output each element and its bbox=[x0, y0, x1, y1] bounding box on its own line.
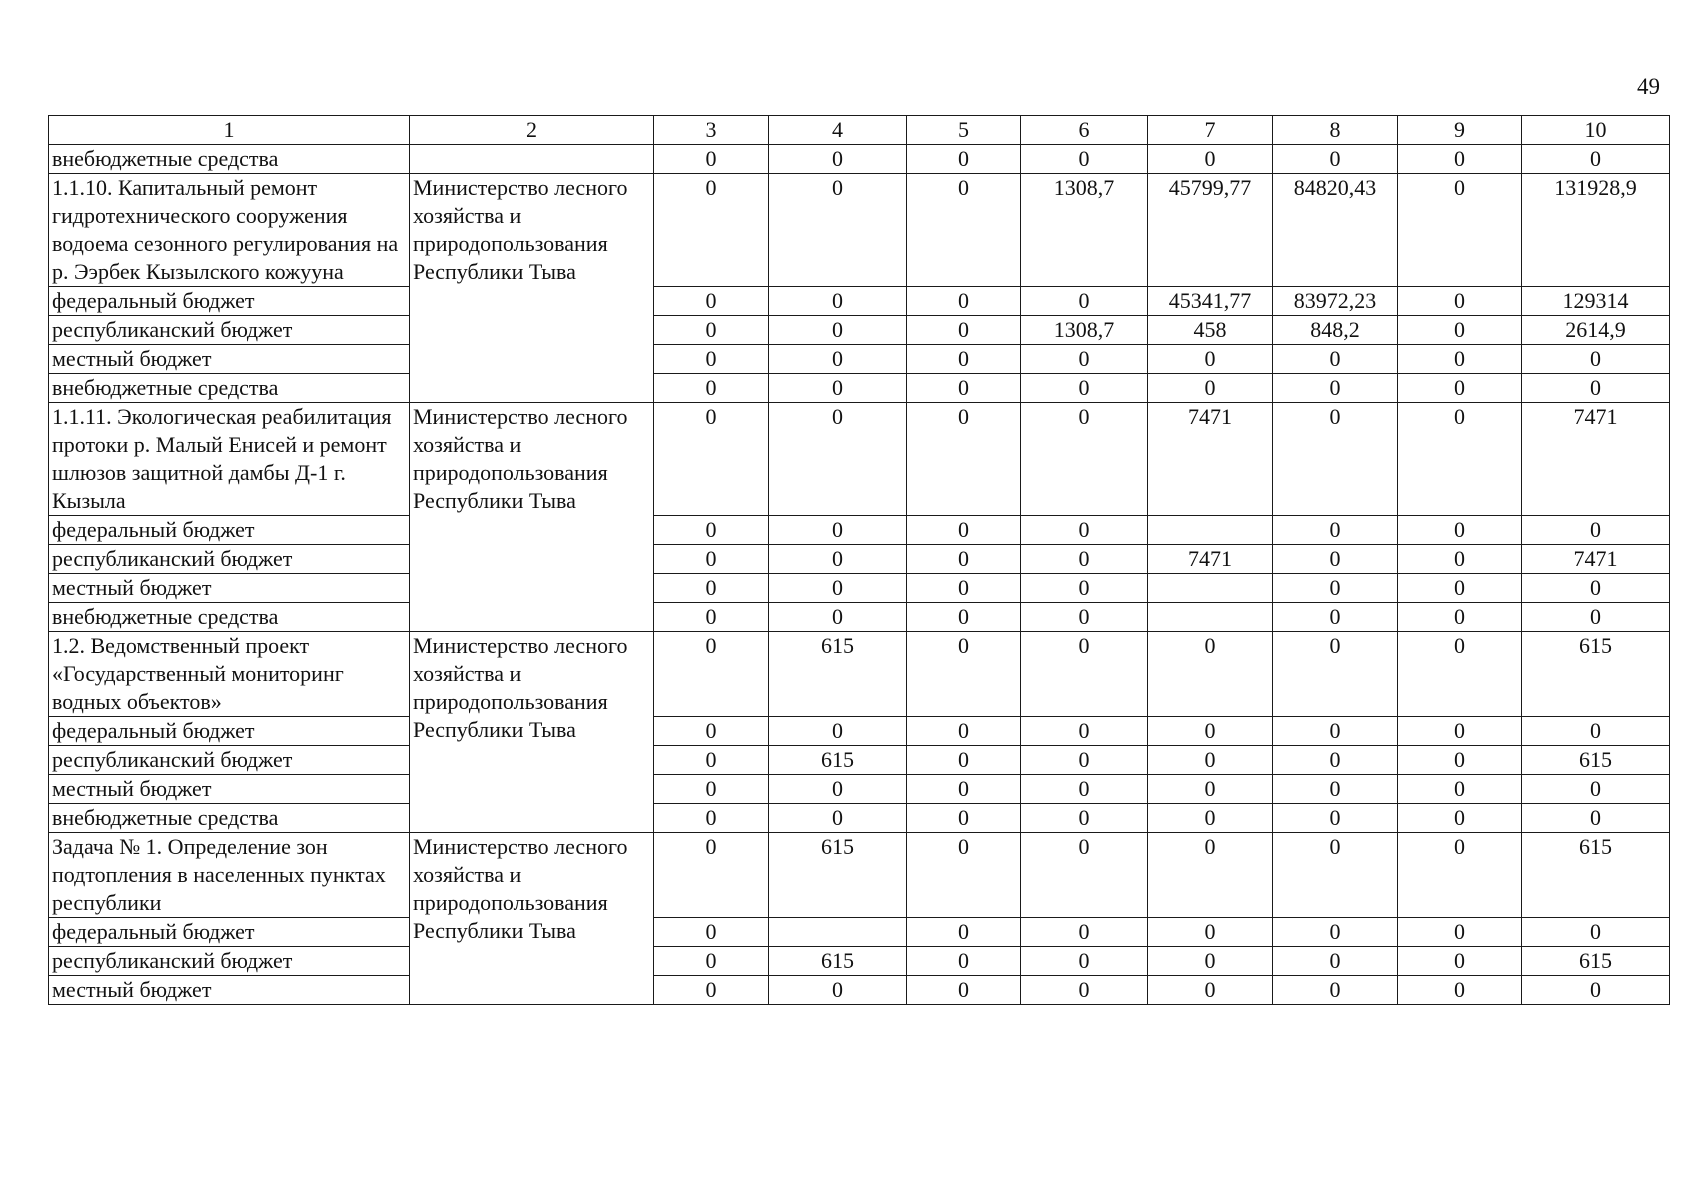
value-cell: 0 bbox=[1021, 804, 1148, 833]
value-cell bbox=[1148, 574, 1273, 603]
value-cell: 0 bbox=[654, 746, 769, 775]
value-cell: 0 bbox=[1398, 574, 1522, 603]
value-cell: 0 bbox=[769, 145, 907, 174]
value-cell: 0 bbox=[907, 976, 1021, 1005]
value-cell: 0 bbox=[654, 833, 769, 918]
row-description: внебюджетные средства bbox=[49, 603, 410, 632]
value-cell: 0 bbox=[1398, 746, 1522, 775]
value-cell: 0 bbox=[1398, 516, 1522, 545]
value-cell: 0 bbox=[1522, 804, 1670, 833]
header-cell: 2 bbox=[410, 116, 654, 145]
value-cell: 7471 bbox=[1148, 545, 1273, 574]
value-cell: 0 bbox=[1273, 545, 1398, 574]
table-row bbox=[49, 374, 1670, 403]
value-cell: 0 bbox=[769, 804, 907, 833]
value-cell: 0 bbox=[769, 316, 907, 345]
value-cell: 0 bbox=[1273, 516, 1398, 545]
table-row bbox=[49, 833, 1670, 918]
value-cell: 0 bbox=[1273, 374, 1398, 403]
value-cell: 45799,77 bbox=[1148, 174, 1273, 287]
value-cell bbox=[769, 918, 907, 947]
table-row bbox=[49, 717, 1670, 746]
value-cell: 0 bbox=[1398, 287, 1522, 316]
responsible-cell: Министерство лесного хозяйства и природопользования Республики Тыва bbox=[410, 403, 654, 632]
value-cell: 0 bbox=[1398, 775, 1522, 804]
value-cell: 7471 bbox=[1522, 545, 1670, 574]
header-cell: 3 bbox=[654, 116, 769, 145]
value-cell: 0 bbox=[654, 516, 769, 545]
value-cell: 0 bbox=[1148, 632, 1273, 717]
table-row bbox=[49, 516, 1670, 545]
table-row bbox=[49, 775, 1670, 804]
value-cell: 0 bbox=[769, 775, 907, 804]
value-cell: 0 bbox=[654, 174, 769, 287]
table-row bbox=[49, 287, 1670, 316]
row-description: федеральный бюджет bbox=[49, 287, 410, 316]
header-cell: 8 bbox=[1273, 116, 1398, 145]
value-cell: 0 bbox=[1398, 833, 1522, 918]
row-description: внебюджетные средства bbox=[49, 804, 410, 833]
value-cell: 0 bbox=[1522, 603, 1670, 632]
value-cell: 129314 bbox=[1522, 287, 1670, 316]
value-cell: 0 bbox=[1273, 403, 1398, 516]
value-cell: 0 bbox=[1522, 775, 1670, 804]
value-cell: 0 bbox=[654, 403, 769, 516]
header-cell: 9 bbox=[1398, 116, 1522, 145]
value-cell: 0 bbox=[1148, 918, 1273, 947]
value-cell: 0 bbox=[907, 516, 1021, 545]
row-description: внебюджетные средства bbox=[49, 374, 410, 403]
value-cell: 1308,7 bbox=[1021, 316, 1148, 345]
value-cell: 0 bbox=[1021, 746, 1148, 775]
value-cell: 0 bbox=[907, 316, 1021, 345]
row-description: 1.1.10. Капитальный ремонт гидротехнического сооружения водоема сезонного регулирования на р. Ээрбек Кызылского кожууна bbox=[49, 174, 410, 287]
value-cell: 0 bbox=[907, 804, 1021, 833]
value-cell: 0 bbox=[1398, 374, 1522, 403]
value-cell: 0 bbox=[1398, 632, 1522, 717]
responsible-cell: Министерство лесного хозяйства и природопользования Республики Тыва bbox=[410, 174, 654, 403]
row-description: внебюджетные средства bbox=[49, 145, 410, 174]
responsible-cell: Министерство лесного хозяйства и природопользования Республики Тыва bbox=[410, 833, 654, 1005]
header-row bbox=[49, 116, 1670, 145]
value-cell: 0 bbox=[1021, 976, 1148, 1005]
value-cell: 7471 bbox=[1148, 403, 1273, 516]
value-cell: 0 bbox=[1021, 374, 1148, 403]
value-cell: 0 bbox=[769, 287, 907, 316]
table-row bbox=[49, 174, 1670, 287]
value-cell: 131928,9 bbox=[1522, 174, 1670, 287]
value-cell: 615 bbox=[769, 746, 907, 775]
header-cell: 5 bbox=[907, 116, 1021, 145]
header-cell: 4 bbox=[769, 116, 907, 145]
value-cell: 0 bbox=[1273, 804, 1398, 833]
value-cell: 0 bbox=[1021, 574, 1148, 603]
page-number: 49 bbox=[1637, 74, 1660, 99]
value-cell: 0 bbox=[1021, 345, 1148, 374]
value-cell: 0 bbox=[654, 632, 769, 717]
value-cell: 7471 bbox=[1522, 403, 1670, 516]
value-cell: 0 bbox=[907, 918, 1021, 947]
value-cell: 0 bbox=[907, 717, 1021, 746]
value-cell: 0 bbox=[1273, 603, 1398, 632]
row-description: федеральный бюджет bbox=[49, 516, 410, 545]
value-cell: 0 bbox=[654, 918, 769, 947]
row-description: 1.2. Ведомственный проект «Государственный мониторинг водных объектов» bbox=[49, 632, 410, 717]
value-cell: 615 bbox=[769, 632, 907, 717]
value-cell: 0 bbox=[1273, 976, 1398, 1005]
value-cell: 0 bbox=[769, 516, 907, 545]
value-cell: 0 bbox=[769, 603, 907, 632]
value-cell: 0 bbox=[907, 574, 1021, 603]
value-cell: 0 bbox=[769, 574, 907, 603]
row-description: Задача № 1. Определение зон подтопления в населенных пунктах республики bbox=[49, 833, 410, 918]
value-cell: 0 bbox=[654, 345, 769, 374]
table-row bbox=[49, 545, 1670, 574]
value-cell: 0 bbox=[769, 545, 907, 574]
responsible-cell bbox=[410, 145, 654, 174]
value-cell: 0 bbox=[1522, 145, 1670, 174]
value-cell: 0 bbox=[769, 976, 907, 1005]
value-cell: 0 bbox=[1522, 345, 1670, 374]
row-description: республиканский бюджет bbox=[49, 947, 410, 976]
value-cell: 0 bbox=[1148, 145, 1273, 174]
value-cell: 0 bbox=[907, 947, 1021, 976]
value-cell: 0 bbox=[907, 287, 1021, 316]
value-cell: 0 bbox=[907, 345, 1021, 374]
value-cell: 0 bbox=[1021, 775, 1148, 804]
value-cell: 0 bbox=[1398, 145, 1522, 174]
value-cell: 0 bbox=[1021, 833, 1148, 918]
value-cell bbox=[1148, 516, 1273, 545]
row-description: местный бюджет bbox=[49, 976, 410, 1005]
row-description: республиканский бюджет bbox=[49, 746, 410, 775]
value-cell: 0 bbox=[1273, 717, 1398, 746]
value-cell: 0 bbox=[1148, 717, 1273, 746]
table-row bbox=[49, 345, 1670, 374]
value-cell: 0 bbox=[1021, 145, 1148, 174]
value-cell: 0 bbox=[1273, 918, 1398, 947]
value-cell: 615 bbox=[769, 833, 907, 918]
table-row bbox=[49, 403, 1670, 516]
value-cell: 848,2 bbox=[1273, 316, 1398, 345]
value-cell: 615 bbox=[769, 947, 907, 976]
value-cell: 0 bbox=[769, 717, 907, 746]
value-cell: 0 bbox=[907, 746, 1021, 775]
value-cell: 0 bbox=[1398, 947, 1522, 976]
row-description: 1.1.11. Экологическая реабилитация протоки р. Малый Енисей и ремонт шлюзов защитной дамбы Д-1 г. Кызыла bbox=[49, 403, 410, 516]
value-cell: 0 bbox=[907, 603, 1021, 632]
value-cell: 0 bbox=[1148, 976, 1273, 1005]
value-cell: 0 bbox=[654, 603, 769, 632]
table-row bbox=[49, 632, 1670, 717]
table-row bbox=[49, 976, 1670, 1005]
value-cell: 0 bbox=[654, 804, 769, 833]
value-cell: 0 bbox=[654, 145, 769, 174]
value-cell: 0 bbox=[654, 316, 769, 345]
value-cell: 0 bbox=[1148, 345, 1273, 374]
value-cell: 0 bbox=[1273, 947, 1398, 976]
value-cell: 0 bbox=[1398, 804, 1522, 833]
table-row bbox=[49, 574, 1670, 603]
value-cell: 0 bbox=[1021, 947, 1148, 976]
value-cell: 0 bbox=[1522, 918, 1670, 947]
value-cell bbox=[1148, 603, 1273, 632]
value-cell: 0 bbox=[1522, 976, 1670, 1005]
value-cell: 0 bbox=[1398, 717, 1522, 746]
value-cell: 0 bbox=[1398, 976, 1522, 1005]
value-cell: 0 bbox=[1021, 632, 1148, 717]
value-cell: 2614,9 bbox=[1522, 316, 1670, 345]
value-cell: 0 bbox=[1398, 345, 1522, 374]
value-cell: 0 bbox=[907, 374, 1021, 403]
row-description: федеральный бюджет bbox=[49, 717, 410, 746]
value-cell: 0 bbox=[1148, 775, 1273, 804]
row-description: местный бюджет bbox=[49, 574, 410, 603]
value-cell: 0 bbox=[1398, 603, 1522, 632]
value-cell: 0 bbox=[1021, 545, 1148, 574]
value-cell: 0 bbox=[1273, 632, 1398, 717]
row-description: республиканский бюджет bbox=[49, 316, 410, 345]
value-cell: 0 bbox=[907, 775, 1021, 804]
table-row bbox=[49, 316, 1670, 345]
budget-table bbox=[48, 115, 1670, 1005]
value-cell: 0 bbox=[1148, 947, 1273, 976]
value-cell: 0 bbox=[1021, 717, 1148, 746]
value-cell: 1308,7 bbox=[1021, 174, 1148, 287]
value-cell: 0 bbox=[1398, 918, 1522, 947]
table-row bbox=[49, 145, 1670, 174]
value-cell: 615 bbox=[1522, 746, 1670, 775]
value-cell: 0 bbox=[1273, 145, 1398, 174]
value-cell: 0 bbox=[1148, 374, 1273, 403]
value-cell: 0 bbox=[769, 403, 907, 516]
row-description: местный бюджет bbox=[49, 345, 410, 374]
value-cell: 0 bbox=[1273, 746, 1398, 775]
value-cell: 0 bbox=[1021, 516, 1148, 545]
header-cell: 7 bbox=[1148, 116, 1273, 145]
table-row bbox=[49, 603, 1670, 632]
value-cell: 0 bbox=[654, 717, 769, 746]
value-cell: 0 bbox=[654, 947, 769, 976]
value-cell: 0 bbox=[654, 545, 769, 574]
value-cell: 0 bbox=[1021, 287, 1148, 316]
value-cell: 0 bbox=[1148, 746, 1273, 775]
value-cell: 0 bbox=[1522, 574, 1670, 603]
value-cell: 0 bbox=[1273, 345, 1398, 374]
value-cell: 0 bbox=[1398, 316, 1522, 345]
row-description: республиканский бюджет bbox=[49, 545, 410, 574]
value-cell: 0 bbox=[907, 403, 1021, 516]
row-description: местный бюджет bbox=[49, 775, 410, 804]
value-cell: 0 bbox=[1522, 374, 1670, 403]
value-cell: 0 bbox=[1273, 574, 1398, 603]
header-cell: 1 bbox=[49, 116, 410, 145]
value-cell: 0 bbox=[654, 574, 769, 603]
value-cell: 84820,43 bbox=[1273, 174, 1398, 287]
value-cell: 0 bbox=[769, 374, 907, 403]
value-cell: 615 bbox=[1522, 947, 1670, 976]
value-cell: 0 bbox=[1522, 717, 1670, 746]
value-cell: 0 bbox=[1021, 918, 1148, 947]
value-cell: 0 bbox=[1398, 174, 1522, 287]
value-cell: 0 bbox=[1021, 403, 1148, 516]
value-cell: 0 bbox=[654, 374, 769, 403]
value-cell: 0 bbox=[654, 775, 769, 804]
value-cell: 0 bbox=[907, 545, 1021, 574]
value-cell: 0 bbox=[654, 287, 769, 316]
table-row bbox=[49, 746, 1670, 775]
value-cell: 0 bbox=[907, 145, 1021, 174]
value-cell: 0 bbox=[1273, 833, 1398, 918]
value-cell: 0 bbox=[1021, 603, 1148, 632]
value-cell: 0 bbox=[907, 174, 1021, 287]
value-cell: 615 bbox=[1522, 833, 1670, 918]
value-cell: 0 bbox=[1273, 775, 1398, 804]
value-cell: 0 bbox=[769, 174, 907, 287]
table-row bbox=[49, 918, 1670, 947]
responsible-cell: Министерство лесного хозяйства и природопользования Республики Тыва bbox=[410, 632, 654, 833]
value-cell: 0 bbox=[769, 345, 907, 374]
value-cell: 83972,23 bbox=[1273, 287, 1398, 316]
value-cell: 0 bbox=[1148, 804, 1273, 833]
header-cell: 10 bbox=[1522, 116, 1670, 145]
value-cell: 0 bbox=[1522, 516, 1670, 545]
header-cell: 6 bbox=[1021, 116, 1148, 145]
table-row bbox=[49, 947, 1670, 976]
value-cell: 458 bbox=[1148, 316, 1273, 345]
value-cell: 0 bbox=[907, 833, 1021, 918]
value-cell: 0 bbox=[907, 632, 1021, 717]
value-cell: 0 bbox=[1398, 545, 1522, 574]
value-cell: 615 bbox=[1522, 632, 1670, 717]
value-cell: 45341,77 bbox=[1148, 287, 1273, 316]
row-description: федеральный бюджет bbox=[49, 918, 410, 947]
value-cell: 0 bbox=[1148, 833, 1273, 918]
value-cell: 0 bbox=[1398, 403, 1522, 516]
value-cell: 0 bbox=[654, 976, 769, 1005]
table-row bbox=[49, 804, 1670, 833]
